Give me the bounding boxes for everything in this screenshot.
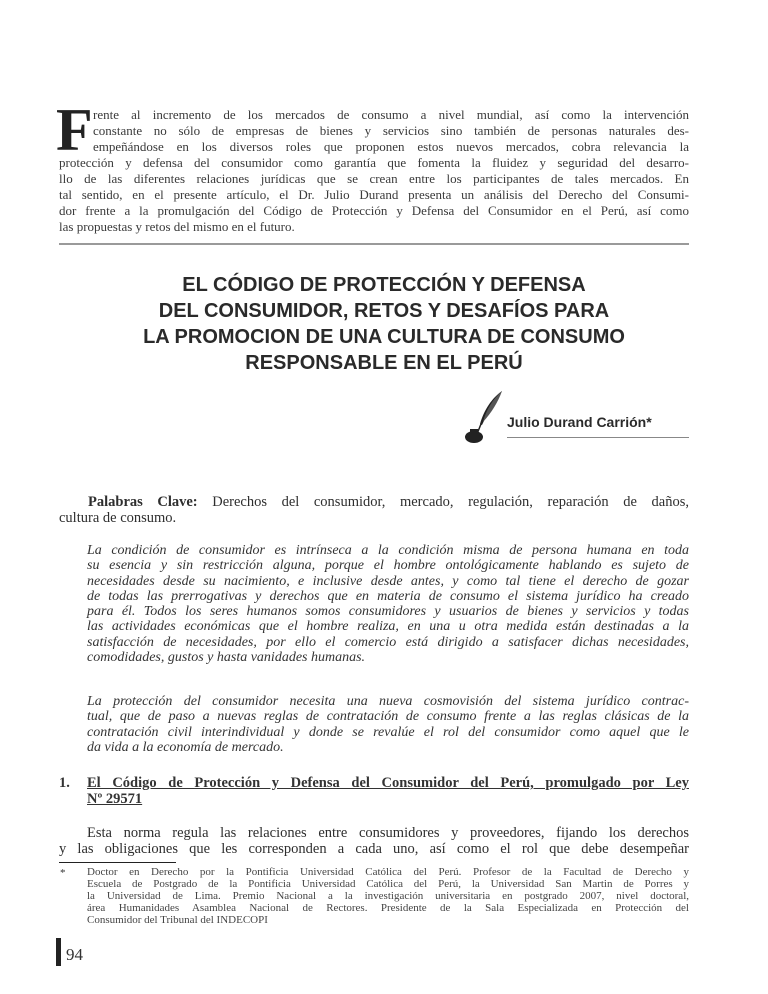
epigraph-quote	[87, 694, 689, 755]
body-line: y las obligaciones que les corresponden a cada uno, así como el rol que debe desempeñar	[59, 841, 689, 857]
intro-abstract	[59, 107, 689, 235]
quote-line: para él. Todos los seres humanos somos consumidores y usuarios de bienes y servicios y todas	[87, 604, 689, 620]
quote-line: necesidades desde su nacimiento, e inclusive desde antes, y como tal tiene el derecho de gozar	[87, 573, 689, 589]
keywords-line: cultura de consumo.	[59, 510, 177, 526]
intro-line: protección y defensa del consumidor como garantía que fomenta la fluidez y seguridad del desarro-	[59, 155, 689, 170]
footnote-marker: *	[60, 867, 66, 879]
intro-line: tal sentido, en el presente artículo, el Dr. Julio Durand presenta un análisis del Derecho del Consumi-	[59, 187, 689, 202]
quote-line: contratación civil interindividual y donde se revalúe el rol del consumidor como aquel que le	[87, 724, 689, 740]
author-name: Julio Durand Carrión*	[507, 414, 652, 430]
intro-line: constante no sólo de empresas de bienes y servicios sino también de personas naturales des-	[93, 123, 689, 138]
keywords	[59, 494, 689, 526]
footnote	[87, 866, 689, 926]
keywords-text: Derechos del consumidor, mercado, regulación, reparación de daños,	[197, 494, 689, 510]
quote-line: La protección del consumidor necesita una nueva cosmovisión del sistema jurídico contrac-	[87, 694, 689, 709]
quill-inkwell-icon	[462, 390, 508, 444]
quote-line: de todas las prerrogativas y derechos que en materia de consumo el sistema jurídico ha creado	[87, 588, 689, 604]
footnote-divider	[59, 862, 176, 863]
footnote-line: la Universidad de Lima. Premio Nacional a la investigación universitaria en postgrado 2007, nivel doctoral,	[87, 890, 689, 902]
section-heading-line: Nº 29571	[87, 791, 143, 807]
quote-line: su esencia y sin restricción alguna, porque el hombre ontológicamente hablando es sujeto de	[87, 558, 689, 574]
page-number-bar	[56, 938, 61, 966]
intro-line: rente al incremento de los mercados de consumo a nivel mundial, así como la intervención	[93, 107, 689, 122]
footnote-line: Doctor en Derecho por la Pontificia Universidad Católica del Perú. Profesor de la Facultad de Derecho y	[87, 866, 689, 878]
quote-line: La condición de consumidor es intrínseca a la condición misma de persona humana en toda	[87, 543, 689, 558]
title-line: EL CÓDIGO DE PROTECCIÓN Y DEFENSA	[182, 274, 586, 296]
intro-line: las propuestas y retos del mismo en el futuro.	[59, 219, 295, 234]
article-title	[0, 272, 768, 376]
quote-line: da vida a la economía de mercado.	[87, 739, 284, 755]
intro-line: empeñándose en los diversos roles que proponen estos nuevos mercados, cobra relevancia la	[93, 139, 689, 154]
intro-line: dor frente a la promulgación del Código de Protección y Defensa del Consumidor en el Perú, así como	[59, 203, 689, 218]
footnote-line: Escuela de Postgrado de la Pontificia Universidad Católica del Perú, la Universidad San Martin de Porres y	[87, 878, 689, 890]
quote-line: las actividades económicas que el hombre realiza, en una u otra medida están destinadas a la	[87, 619, 689, 635]
section-heading-line: El Código de Protección y Defensa del Consumidor del Perú, promulgado por Ley	[87, 775, 689, 791]
footnote-line: área Humanidades Asamblea Nacional de Rectores. Presidente de la Sala Especializada en Protección del	[87, 902, 689, 914]
page-number: 94	[66, 945, 83, 964]
title-line: DEL CONSUMIDOR, RETOS Y DESAFÍOS PARA	[158, 300, 610, 322]
drop-cap: F	[56, 97, 93, 163]
body-paragraph	[59, 825, 689, 857]
keywords-label: Palabras Clave:	[88, 494, 198, 510]
intro-line: llo de las diferentes relaciones jurídicas que se crean entre los participantes de tales mercados. En	[59, 171, 689, 186]
author-divider	[507, 437, 689, 438]
title-line: LA PROMOCION DE UNA CULTURA DE CONSUMO	[143, 326, 625, 348]
title-line: RESPONSABLE EN EL PERÚ	[245, 352, 523, 374]
keywords-line	[88, 494, 689, 510]
section-number: 1.	[59, 775, 70, 791]
intro-divider	[59, 243, 689, 245]
quote-line: satisfacción de necesidades, por ello el comercio está dirigido a satisfacer dichas necesidades,	[87, 634, 689, 650]
quote-line: comodidades, gustos y hasta vanidades humanas.	[87, 650, 366, 666]
quote-line: tual, que de paso a nuevas reglas de contratación de consumo frente a las reglas clásicas de la	[87, 709, 689, 725]
footnote-line: Consumidor del Tribunal del INDECOPI	[87, 914, 268, 926]
body-line: Esta norma regula las relaciones entre consumidores y proveedores, fijando los derechos	[87, 825, 689, 841]
epigraph-quote	[87, 543, 689, 665]
